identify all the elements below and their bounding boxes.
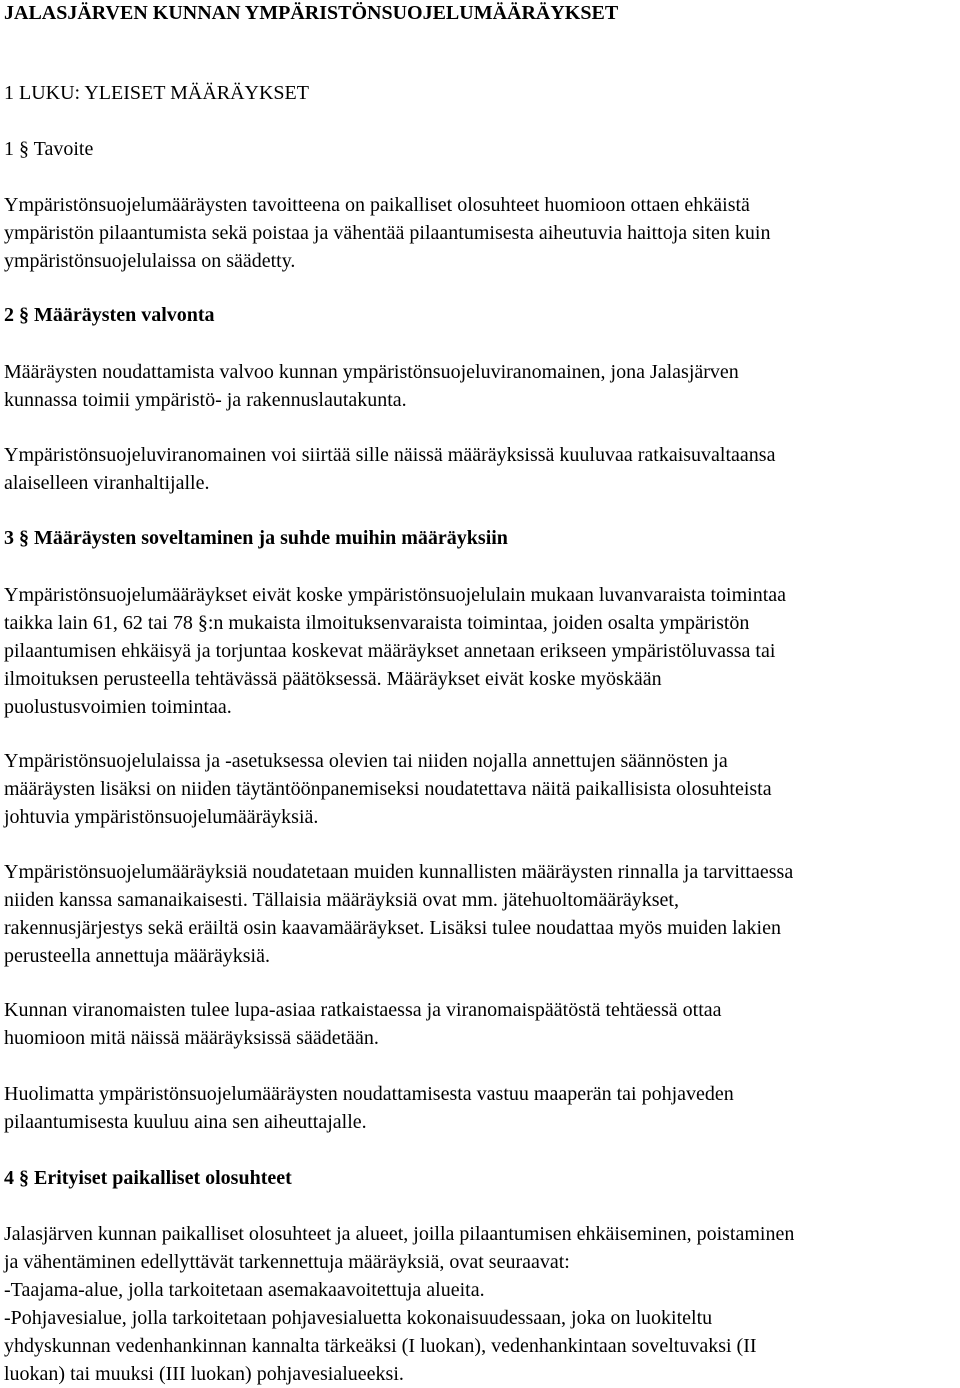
- section-1-paragraph-1: [4, 191, 954, 275]
- text-line: rakennusjärjestys sekä eräiltä osin kaavamääräykset. Lisäksi tulee noudattaa myös muiden lakien: [4, 917, 781, 939]
- text-line: niiden kanssa samanaikaisesti. Tällaisia määräyksiä ovat mm. jätehuoltomääräykset,: [4, 889, 679, 911]
- text-line: luokan) tai muuksi (III luokan) pohjavesialueeksi.: [4, 1363, 404, 1385]
- text-line: Ympäristönsuojelumääräysten tavoitteena on paikalliset olosuhteet huomioon ottaen ehkäistä: [4, 194, 750, 216]
- text-line: yhdyskunnan vedenhankinnan kannalta tärkeäksi (I luokan), vedenhankintaan soveltuvaksi (II: [4, 1335, 757, 1357]
- section-4-paragraph-1: [4, 1220, 954, 1388]
- document-title: JALASJÄRVEN KUNNAN YMPÄRISTÖNSUOJELUMÄÄRÄYKSET: [4, 2, 619, 24]
- section-2-paragraph-1: [4, 358, 954, 414]
- section-3-paragraph-4: [4, 996, 954, 1052]
- text-line: Jalasjärven kunnan paikalliset olosuhteet ja alueet, joilla pilaantumisen ehkäiseminen, poistaminen: [4, 1223, 795, 1245]
- text-line: ympäristön pilaantumista sekä poistaa ja vähentää pilaantumisesta aiheutuvia haittoja siten kuin: [4, 222, 771, 244]
- text-line: huomioon mitä näissä määräyksissä säädetään.: [4, 1027, 379, 1049]
- text-line: -Pohjavesialue, jolla tarkoitetaan pohjavesialuetta kokonaisuudessaan, joka on luokiteltu: [4, 1307, 713, 1329]
- text-line: Ympäristönsuojeluviranomainen voi siirtää sille näissä määräyksissä kuuluvaa ratkaisuvaltaansa: [4, 444, 776, 466]
- section-3-paragraph-2: [4, 747, 954, 831]
- text-line: määräysten lisäksi on niiden täytäntöönpanemiseksi noudatettava näitä paikallisista olosuhteista: [4, 778, 772, 800]
- chapter-title: 1 LUKU: YLEISET MÄÄRÄYKSET: [4, 82, 309, 104]
- text-line: ja vähentäminen edellyttävät tarkennettuja määräyksiä, ovat seuraavat:: [4, 1251, 570, 1273]
- text-line: pilaantumisesta kuuluu aina sen aiheuttajalle.: [4, 1111, 367, 1133]
- text-line: -Taajama-alue, jolla tarkoitetaan asemakaavoitettuja alueita.: [4, 1279, 485, 1301]
- text-line: taikka lain 61, 62 tai 78 §:n mukaista ilmoituksenvaraista toimintaa, joiden osalta ympäristön: [4, 612, 750, 634]
- text-line: alaiselleen viranhaltijalle.: [4, 472, 210, 494]
- section-3-paragraph-5: [4, 1080, 954, 1136]
- section-2-heading: 2 § Määräysten valvonta: [4, 304, 215, 326]
- text-line: ympäristönsuojelulaissa on säädetty.: [4, 250, 296, 272]
- section-2-paragraph-2: [4, 441, 954, 497]
- section-3-heading: 3 § Määräysten soveltaminen ja suhde muihin määräyksiin: [4, 527, 508, 549]
- text-line: pilaantumisen ehkäisyä ja torjuntaa koskevat määräykset annetaan erikseen ympäristöluvassa tai: [4, 640, 776, 662]
- text-line: ilmoituksen perusteella tehtävässä päätöksessä. Määräykset eivät koske myöskään: [4, 668, 662, 690]
- text-line: Määräysten noudattamista valvoo kunnan ympäristönsuojeluviranomainen, jona Jalasjärven: [4, 361, 739, 383]
- text-line: Huolimatta ympäristönsuojelumääräysten noudattamisesta vastuu maaperän tai pohjaveden: [4, 1083, 734, 1105]
- text-line: kunnassa toimii ympäristö- ja rakennuslautakunta.: [4, 389, 407, 411]
- section-3-paragraph-3: [4, 858, 954, 970]
- text-line: Ympäristönsuojelulaissa ja -asetuksessa olevien tai niiden nojalla annettujen säännösten ja: [4, 750, 728, 772]
- text-line: johtuvia ympäristönsuojelumääräyksiä.: [4, 806, 319, 828]
- text-line: puolustusvoimien toimintaa.: [4, 696, 232, 718]
- section-3-paragraph-1: [4, 581, 954, 721]
- section-1-heading: 1 § Tavoite: [4, 138, 94, 160]
- text-line: Ympäristönsuojelumääräykset eivät koske ympäristönsuojelulain mukaan luvanvaraista toimintaa: [4, 584, 787, 606]
- text-line: Ympäristönsuojelumääräyksiä noudatetaan muiden kunnallisten määräysten rinnalla ja tarvittaessa: [4, 861, 794, 883]
- text-line: Kunnan viranomaisten tulee lupa-asiaa ratkaistaessa ja viranomaispäätöstä tehtäessä ottaa: [4, 999, 722, 1021]
- text-line: perusteella annettuja määräyksiä.: [4, 945, 270, 967]
- section-4-heading: 4 § Erityiset paikalliset olosuhteet: [4, 1167, 292, 1189]
